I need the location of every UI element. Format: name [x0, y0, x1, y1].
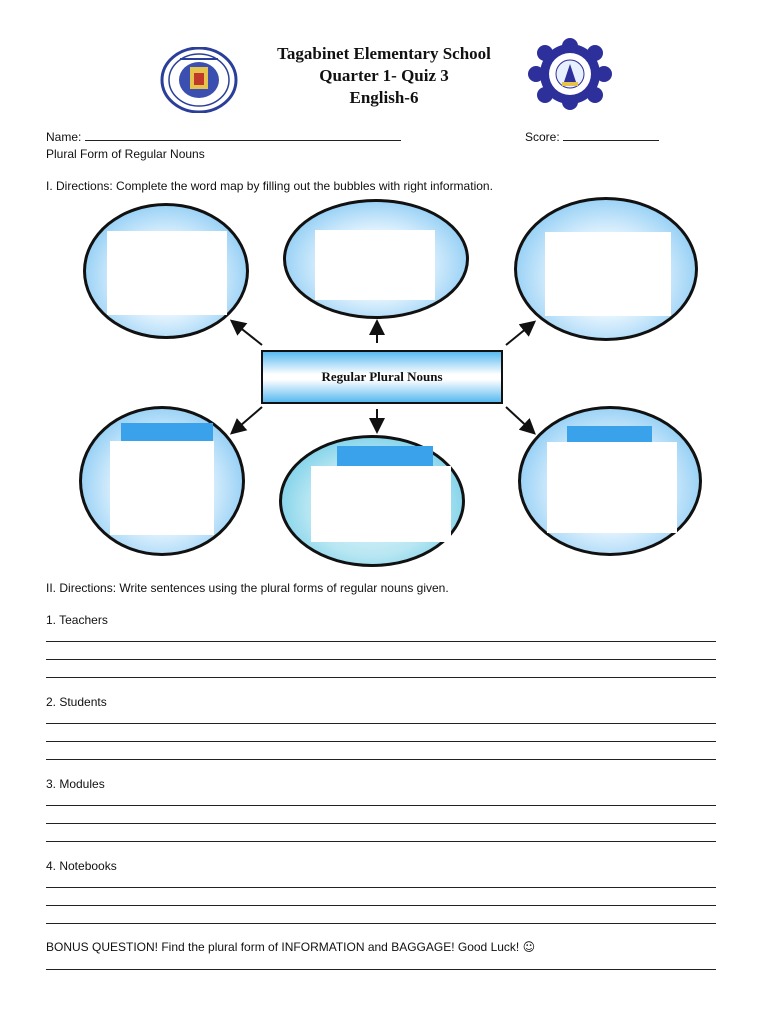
arrow-bottom-left	[233, 407, 262, 432]
part2-directions	[46, 581, 449, 595]
answer-line[interactable]	[46, 759, 716, 760]
answer-line[interactable]	[46, 659, 716, 660]
answer-line[interactable]	[46, 923, 716, 924]
topic-label: Plural Form of Regular Nouns	[46, 147, 205, 161]
answer-line[interactable]	[46, 641, 716, 642]
bonus-question	[46, 940, 535, 954]
answer-line[interactable]	[46, 677, 716, 678]
arrow-top-right	[506, 323, 533, 345]
answer-line[interactable]	[46, 823, 716, 824]
part1-directions-text: Complete the word map by filling out the bubbles with right information.	[116, 179, 493, 193]
name-label: Name:	[46, 130, 82, 144]
answer-line[interactable]	[46, 805, 716, 806]
part2-numeral: II.	[46, 581, 57, 595]
item-4-label: 4. Notebooks	[46, 859, 117, 873]
arrow-bottom-right	[506, 407, 533, 432]
item-3-label: 3. Modules	[46, 777, 105, 791]
part1-directions-label: Directions:	[56, 179, 113, 193]
answer-line[interactable]	[46, 841, 716, 842]
item-2-label: 2. Students	[46, 695, 107, 709]
smiley-icon: ☺	[522, 940, 536, 954]
answer-line[interactable]	[46, 723, 716, 724]
center-concept-box	[261, 350, 503, 404]
part1-numeral: I.	[46, 179, 53, 193]
quarter-quiz-title: Quarter 1- Quiz 3	[319, 66, 449, 85]
score-label: Score:	[525, 130, 560, 144]
bonus-answer-line[interactable]	[46, 969, 716, 970]
answer-line[interactable]	[46, 905, 716, 906]
answer-line[interactable]	[46, 887, 716, 888]
center-concept-label: Regular Plural Nouns	[321, 369, 443, 384]
school-name: Tagabinet Elementary School	[277, 44, 491, 63]
answer-line[interactable]	[46, 741, 716, 742]
part2-directions-text: Write sentences using the plural forms of regular nouns given.	[119, 581, 449, 595]
subject-title: English-6	[349, 88, 419, 107]
item-1-label: 1. Teachers	[46, 613, 108, 627]
arrow-top-left	[233, 322, 262, 345]
bonus-text: BONUS QUESTION! Find the plural form of INFORMATION and BAGGAGE! Good Luck!	[46, 940, 520, 954]
part2-directions-label: Directions:	[59, 581, 117, 595]
